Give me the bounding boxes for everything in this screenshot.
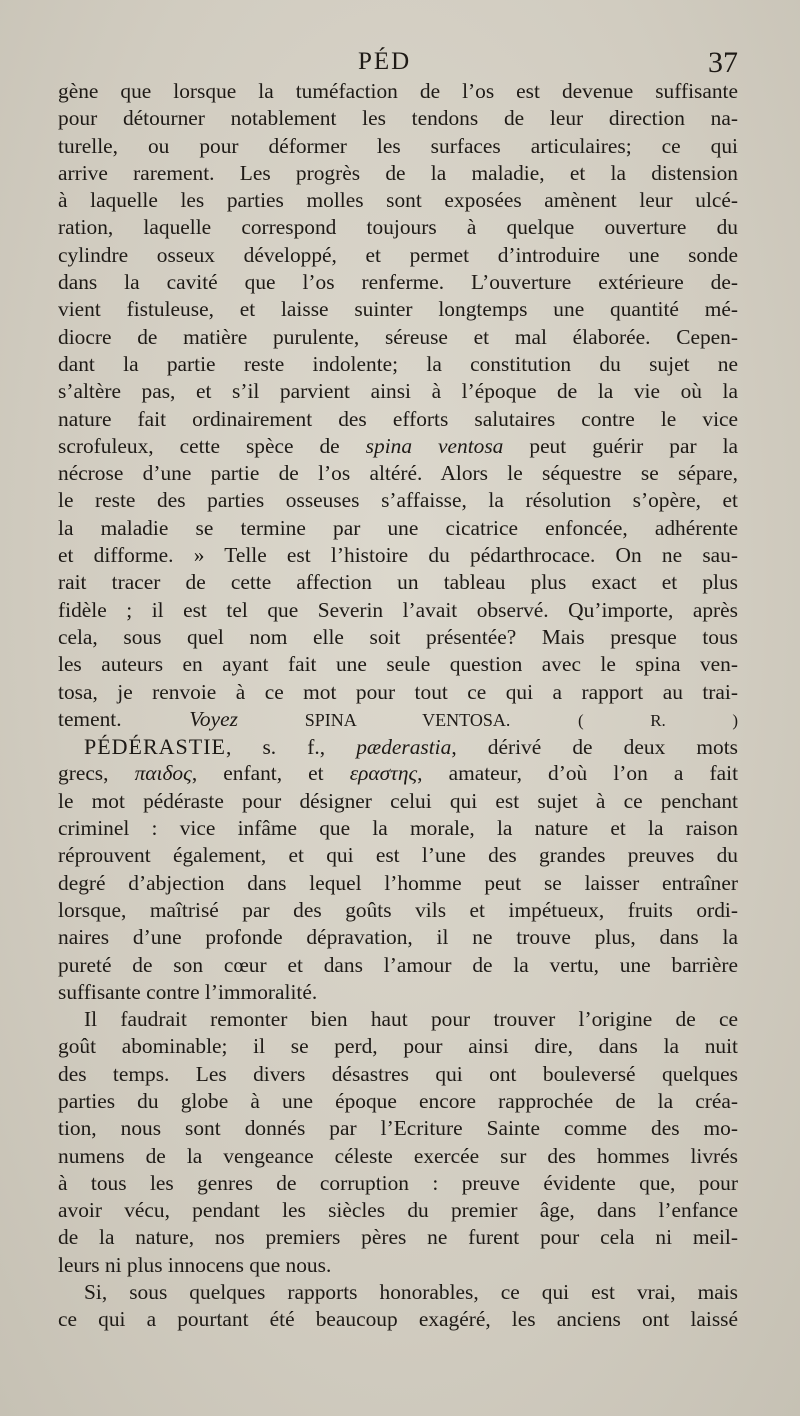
text-line: dant la partie reste indolente; la constitution du sujet ne xyxy=(58,351,738,376)
text-line: pour détourner notablement les tendons de leur direction na- xyxy=(58,106,738,131)
text-line: Il faudrait remonter bien haut pour trouver l’origine de ce xyxy=(84,1007,738,1032)
page-number: 37 xyxy=(708,46,738,79)
text-span: , dérivé de deux mots xyxy=(451,735,738,760)
greek-word: εραστης xyxy=(349,761,418,786)
text-line: arrive rarement. Les progrès de la maladie, et la distension xyxy=(58,160,738,185)
text-line: les auteurs en ayant fait une seule question avec le spina ven- xyxy=(58,652,738,677)
text-span: , s. f., xyxy=(226,735,357,760)
page-header xyxy=(58,40,738,80)
text-span: grecs, xyxy=(58,761,135,786)
text-line: et difforme. » Telle est l’histoire du pédarthrocace. On ne sau- xyxy=(58,543,738,568)
text-line: Si, sous quelques rapports honorables, ce qui est vrai, mais xyxy=(84,1280,738,1305)
text-line: fidèle ; il est tel que Severin l’avait observé. Qu’importe, après xyxy=(58,597,738,622)
text-line: lorsque, maîtrisé par des goûts vils et impétueux, fruits ordi- xyxy=(58,897,738,922)
text-line: de la nature, nos premiers pères ne furent pour cela ni meil- xyxy=(58,1225,738,1250)
text-line: diocre de matière purulente, séreuse et mal élaborée. Cepen- xyxy=(58,324,738,349)
text-line: parties du globe à une époque encore rapprochée de la créa- xyxy=(58,1088,738,1113)
text-line: à tous les genres de corruption : preuve évidente que, pour xyxy=(58,1170,738,1195)
text-line: avoir vécu, pendant les siècles du premier âge, dans l’enfance xyxy=(58,1198,738,1223)
text-line: naires d’une profonde dépravation, il ne trouve plus, dans la xyxy=(58,925,738,950)
text-line: rait tracer de cette affection un tableau plus exact et plus xyxy=(58,570,738,595)
text-line: ce qui a pourtant été beaucoup exagéré, les anciens ont laissé xyxy=(58,1307,738,1332)
entry-heading-line xyxy=(58,733,738,760)
text-line xyxy=(58,706,738,733)
text-line xyxy=(58,760,738,787)
text-line: tion, nous sont donnés par l’Ecriture Sainte comme des mo- xyxy=(58,1116,738,1141)
cross-reference-target: SPINA VENTOSA. xyxy=(237,709,511,730)
text-span: peut guérir par la xyxy=(503,433,739,458)
greek-word: παιδος xyxy=(134,761,192,786)
text-line: le mot pédéraste pour désigner celui qui est sujet à ce penchant xyxy=(58,788,738,813)
body-text xyxy=(58,78,738,1334)
text-span: scrofuleux, cette spèce de xyxy=(58,433,366,458)
text-line: tosa, je renvoie à ce mot pour tout ce qui a rapport au trai- xyxy=(58,679,738,704)
text-line: vient fistuleuse, et laisse suinter longtemps une quantité mé- xyxy=(58,297,738,322)
text-line: turelle, ou pour déformer les surfaces articulaires; ce qui xyxy=(58,133,738,158)
text-span: , amateur, d’où l’on a fait xyxy=(417,761,739,786)
text-line xyxy=(58,433,738,460)
text-line: gène que lorsque la tuméfaction de l’os est devenue suffisante xyxy=(58,79,738,103)
text-line: numens de la vengeance céleste exercée sur des hommes livrés xyxy=(58,1143,738,1168)
text-line: des temps. Les divers désastres qui ont bouleversé quelques xyxy=(58,1061,738,1086)
text-line: cela, sous quel nom elle soit présentée? Mais presque tous xyxy=(58,624,738,649)
text-line: s’altère pas, et s’il parvient ainsi à l’époque de la vie où la xyxy=(58,379,738,404)
text-line: degré d’abjection dans lequel l’homme peut se laisser entraîner xyxy=(58,870,738,895)
text-line: à laquelle les parties molles sont exposées amènent leur ulcé- xyxy=(58,188,738,213)
italic-term: spina ventosa xyxy=(365,433,504,458)
text-line: nécrose d’une partie de l’os altéré. Alors le séquestre se sépare, xyxy=(58,461,738,486)
text-line: criminel : vice infâme que la morale, la nature et la raison xyxy=(58,816,738,841)
text-line: cylindre osseux développé, et permet d’introduire une sonde xyxy=(58,242,738,267)
text-line: le reste des parties osseuses s’affaisse, la résolution s’opère, et xyxy=(58,488,738,513)
entry-term: PÉDÉRASTIE xyxy=(84,734,226,760)
author-signature: ( R. ) xyxy=(578,710,738,730)
latin-term: pæderastia xyxy=(356,735,452,760)
text-line: réprouvent également, et qui est l’une des grandes preuves du xyxy=(58,843,738,868)
text-line: dans la cavité que l’os renferme. L’ouverture extérieure de- xyxy=(58,270,738,295)
text-line: nature fait ordinairement des efforts salutaires contre le vice xyxy=(58,406,738,431)
cross-reference: Voyez xyxy=(189,706,238,731)
text-line: goût abominable; il se perd, pour ainsi dire, dans la nuit xyxy=(58,1034,738,1059)
text-line: pureté de son cœur et dans l’amour de la vertu, une barrière xyxy=(58,952,738,977)
running-head: PÉD xyxy=(358,48,412,75)
text-span: , enfant, et xyxy=(191,761,350,786)
text-line: la maladie se termine par une cicatrice enfoncée, adhérente xyxy=(58,515,738,540)
text-line: suffisante contre l’immoralité. xyxy=(58,979,318,1004)
text-span: tement. xyxy=(58,706,190,731)
text-line: leurs ni plus innocens que nous. xyxy=(58,1252,332,1277)
text-line: ration, laquelle correspond toujours à quelque ouverture du xyxy=(58,215,738,240)
